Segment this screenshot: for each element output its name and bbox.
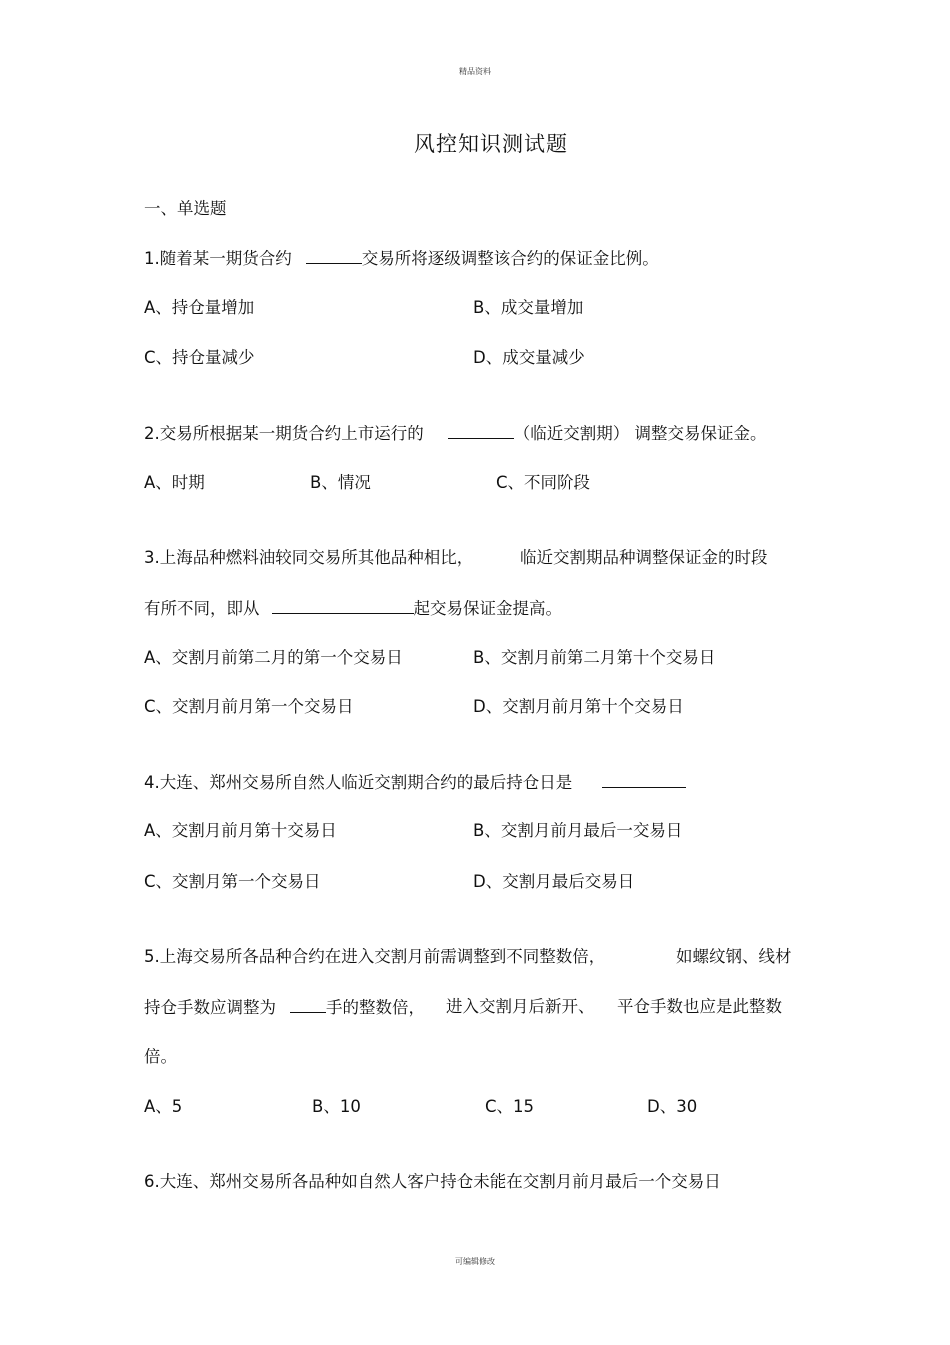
question-number: 1. [144, 249, 160, 268]
answer-blank [306, 247, 362, 264]
option: A、交割月前第二月的第一个交易日 [144, 648, 403, 667]
option: B、交割月前第二月第十个交易日 [473, 648, 716, 667]
option: D、30 [647, 1097, 698, 1116]
option: A、5 [144, 1097, 183, 1116]
question-text: 平仓手数也应是此整数 [617, 997, 782, 1016]
question-number: 4. [144, 773, 160, 792]
question-text: 起交易保证金提高。 [413, 599, 562, 618]
question-text: 大连、郑州交易所各品种如自然人客户持仓未能在交割月前月最后一个交易日 [159, 1172, 721, 1191]
header-note: 精品资料 [459, 67, 491, 76]
option: C、15 [485, 1097, 535, 1116]
question-text: 上海品种燃料油较同交易所其他品种相比， [159, 548, 474, 567]
question-text: 大连、郑州交易所自然人临近交割期合约的最后持仓日是 [159, 773, 573, 792]
question-text: 交易所将逐级调整该合约的保证金比例。 [361, 249, 659, 268]
question-text: 进入交割月后新开、 [446, 997, 595, 1016]
question-text: 持仓手数应调整为 [144, 998, 276, 1017]
question-5 [144, 946, 605, 968]
option: A、持仓量增加 [144, 298, 255, 317]
question-text: 手的整数倍， [326, 998, 425, 1017]
option: B、情况 [310, 473, 371, 492]
question-text: 倍。 [144, 1047, 177, 1066]
option: B、10 [312, 1097, 361, 1116]
question-text: 临近交割期品种调整保证金的时段 [520, 548, 768, 567]
question-2 [144, 422, 767, 445]
option: C、不同阶段 [496, 473, 591, 492]
question-5-line-2 [144, 996, 425, 1019]
answer-blank [290, 996, 326, 1013]
question-number: 5. [144, 947, 160, 966]
section-heading: 一、单选题 [144, 199, 227, 218]
option: A、时期 [144, 473, 205, 492]
question-number: 3. [144, 548, 160, 567]
question-3-line-2 [144, 597, 562, 620]
option: C、交割月第一个交易日 [144, 872, 321, 891]
question-number: 6. [144, 1172, 160, 1191]
answer-blank [448, 422, 514, 439]
option: C、交割月前月第一个交易日 [144, 697, 354, 716]
question-number: 2. [144, 424, 160, 443]
question-text: 如螺纹钢、线材 [676, 947, 792, 966]
option: C、持仓量减少 [144, 348, 255, 367]
option: B、成交量增加 [473, 298, 584, 317]
answer-blank [602, 771, 686, 788]
option: D、成交量减少 [473, 348, 585, 367]
option: A、交割月前月第十交易日 [144, 821, 337, 840]
question-text: （临近交割期） 调整交易保证金。 [513, 424, 767, 443]
question-4 [144, 771, 686, 794]
question-1 [144, 247, 659, 270]
question-text: 上海交易所各品种合约在进入交割月前需调整到不同整数倍， [159, 947, 606, 966]
answer-blank [272, 597, 414, 614]
question-text: 交易所根据某一期货合约上市运行的 [159, 424, 424, 443]
question-text: 有所不同，即从 [144, 599, 260, 618]
option: B、交割月前月最后一交易日 [473, 821, 683, 840]
option: D、交割月最后交易日 [473, 872, 635, 891]
question-3 [144, 547, 473, 569]
option: D、交割月前月第十个交易日 [473, 697, 684, 716]
question-text: 随着某一期货合约 [159, 249, 292, 268]
question-6 [144, 1171, 721, 1193]
footer-note: 可编辑修改 [455, 1257, 495, 1266]
document-title: 风控知识测试题 [414, 132, 568, 156]
